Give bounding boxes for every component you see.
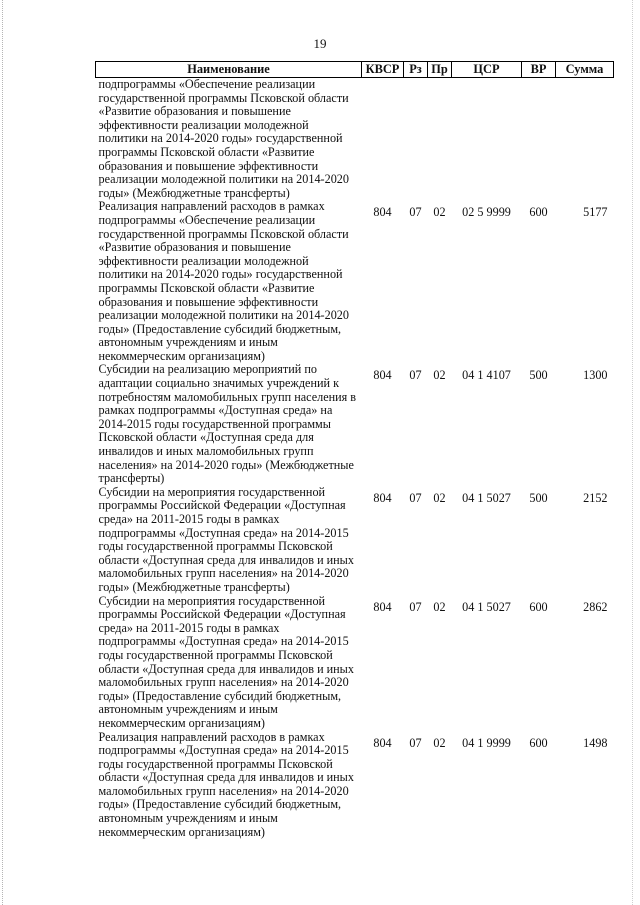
row-vr-cell	[522, 78, 556, 201]
row-pr-cell: 02	[433, 735, 446, 750]
row-sum-cell: 2862	[583, 599, 608, 614]
row-rz-cell: 07	[409, 368, 422, 383]
row-name-cell: подпрограммы «Обеспечение реализации государственной программы Псковской области «Развитие образования и повышение эффективности реализации молодежной политики на 2014-2020 годы» государственной программы Псковской области «Развитие образования и повышение эффективности реализации молодежной политики на 2014-2020 годы» (Межбюджетные трансферты)	[98, 77, 349, 200]
row-name-cell: Субсидии на реализацию мероприятий по адаптации социально значимых учреждений к потребностям маломобильных групп населения в рамках подпрограммы «Доступная среда» на 2014-2015 годы государственной программы Псковской области «Доступная среда для инвалидов и иных маломобильных групп населения» на 2014-2020 годы» (Межбюджетные трансферты)	[98, 362, 357, 486]
row-kvsr-cell: 804	[373, 490, 392, 505]
row-sum-cell: 1498	[583, 735, 608, 750]
row-vr-cell: 600	[529, 735, 548, 750]
row-sum-cell: 1300	[583, 368, 608, 383]
row-sum-cell: 5177	[583, 205, 608, 220]
header-csr: ЦСР	[452, 62, 522, 78]
row-name-cell: Субсидии на мероприятия государственной программы Российской Федерации «Доступная среда» на 2011-2015 годы в рамках подпрограммы «Доступная среда» на 2014-2015 годы государственной программы Псковской области «Доступная среда для инвалидов и иных маломобильных групп населения» на 2014-2020 годы» (Межбюджетные трансферты)	[98, 484, 354, 594]
header-vr: ВР	[522, 62, 556, 78]
row-vr-cell: 500	[529, 490, 548, 505]
row-csr-cell: 04 1 5027	[462, 490, 511, 505]
table-row	[96, 78, 614, 201]
row-vr-cell: 600	[529, 599, 548, 614]
row-pr-cell: 02	[433, 490, 446, 505]
row-rz-cell: 07	[409, 735, 422, 750]
header-sum: Сумма	[556, 62, 614, 78]
header-kvsr: КВСР	[362, 62, 404, 78]
row-name-cell: Субсидии на мероприятия государственной программы Российской Федерации «Доступная среда» на 2011-2015 годы в рамках подпрограммы «Доступная среда» на 2014-2015 годы государственной программы Псковской области «Доступная среда для инвалидов и иных маломобильных групп населения» на 2014-2020 годы» (Предоставление субсидий бюджетным, автономным учреждениям и иным некоммерческим организациям)	[98, 593, 354, 730]
table-header	[96, 62, 614, 78]
table-body	[96, 78, 614, 840]
header-name: Наименование	[96, 62, 362, 78]
row-sum-cell: 2152	[583, 490, 608, 505]
header-row	[96, 62, 614, 78]
row-vr-cell: 600	[529, 205, 548, 220]
row-csr-cell	[452, 78, 522, 201]
row-pr-cell: 02	[433, 599, 446, 614]
row-pr-cell	[428, 78, 452, 201]
row-rz-cell: 07	[409, 599, 422, 614]
row-name-cell: Реализация направлений расходов в рамках подпрограммы «Обеспечение реализации государственной программы Псковской области «Развитие образования и повышение эффективности реализации молодежной политики на 2014-2020 годы» государственной программы Псковской области «Развитие образования и повышение эффективности реализации молодежной политики на 2014-2020 годы» (Предоставление субсидий бюджетным, автономным учреждениям и иным некоммерческим организациям)	[98, 199, 349, 363]
table-row	[96, 200, 614, 363]
header-rz: Рз	[404, 62, 428, 78]
row-csr-cell: 04 1 5027	[462, 599, 511, 614]
table-row	[96, 363, 614, 485]
row-pr-cell: 02	[433, 205, 446, 220]
row-kvsr-cell	[362, 78, 404, 201]
row-name-cell: Реализация направлений расходов в рамках подпрограммы «Доступная среда» на 2014-2015 годы государственной программы Псковской области «Доступная среда для инвалидов и иных маломобильных групп населения» на 2014-2020 годы» (Предоставление субсидий бюджетным, автономным учреждениям и иным некоммерческим организациям)	[98, 729, 354, 839]
scan-edge-right	[632, 0, 634, 905]
table-row	[96, 595, 614, 731]
row-pr-cell: 02	[433, 368, 446, 383]
table-row	[96, 731, 614, 840]
row-kvsr-cell: 804	[373, 735, 392, 750]
row-rz-cell	[404, 78, 428, 201]
header-pr: Пр	[428, 62, 452, 78]
scan-edge-left	[2, 0, 4, 905]
row-rz-cell: 07	[409, 490, 422, 505]
budget-table	[95, 61, 614, 839]
row-csr-cell: 04 1 9999	[462, 735, 511, 750]
page-number: 19	[313, 36, 327, 51]
row-kvsr-cell: 804	[373, 205, 392, 220]
row-csr-cell: 02 5 9999	[462, 205, 511, 220]
row-kvsr-cell: 804	[373, 368, 392, 383]
row-rz-cell: 07	[409, 205, 422, 220]
row-csr-cell: 04 1 4107	[462, 368, 511, 383]
table-row	[96, 486, 614, 595]
row-kvsr-cell: 804	[373, 599, 392, 614]
row-vr-cell: 500	[529, 368, 548, 383]
row-sum-cell	[556, 78, 614, 201]
